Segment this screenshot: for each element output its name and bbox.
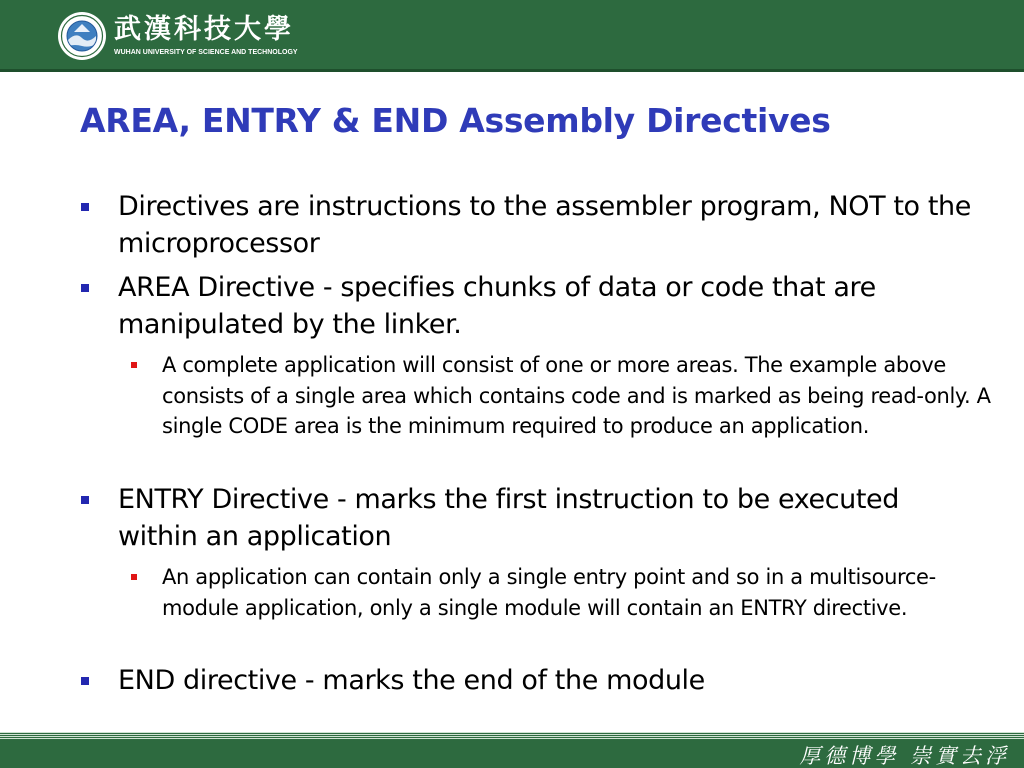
bullet-area-directive bbox=[118, 269, 978, 343]
university-logo bbox=[56, 8, 298, 64]
sub-bullet-entry-detail bbox=[162, 562, 1007, 623]
bullet-square-icon bbox=[81, 496, 89, 504]
bullet-directives bbox=[118, 188, 978, 262]
university-name bbox=[114, 14, 298, 58]
university-emblem-icon bbox=[56, 10, 108, 62]
bullet-text: END directive - marks the end of the module bbox=[118, 665, 705, 696]
bullet-square-icon bbox=[81, 677, 89, 685]
university-motto: 厚德博學 崇實去浮 bbox=[799, 744, 1010, 768]
sub-bullet-area-detail bbox=[162, 350, 1007, 442]
bullet-text: AREA Directive - specifies chunks of data or code that are manipulated by the linker. bbox=[118, 272, 876, 340]
bullet-text: Directives are instructions to the assembler program, NOT to the microprocessor bbox=[118, 191, 971, 259]
bullet-text: ENTRY Directive - marks the first instruction to be executed within an application bbox=[118, 484, 900, 552]
bullet-square-icon bbox=[81, 203, 89, 211]
footer-banner bbox=[0, 732, 1024, 768]
university-name-en: WUHAN UNIVERSITY OF SCIENCE AND TECHNOLOGY bbox=[114, 49, 298, 56]
bullet-entry-directive bbox=[118, 481, 978, 555]
bullet-square-icon bbox=[81, 284, 89, 292]
sub-bullet-text: An application can contain only a single entry point and so in a multisource-module application, only a single module will contain an ENTRY directive. bbox=[162, 565, 936, 620]
sub-bullet-text: A complete application will consist of one or more areas. The example above consists of a single area which contains code and is marked as being read-only. A single CODE area is the minimum required to produce an application. bbox=[162, 353, 991, 438]
sub-bullet-square-icon bbox=[131, 362, 137, 368]
bullet-end-directive bbox=[118, 662, 978, 699]
footer-stripes bbox=[0, 732, 1024, 739]
university-name-cn: 武漢科技大學 bbox=[114, 14, 294, 45]
header-banner bbox=[0, 0, 1024, 72]
sub-bullet-square-icon bbox=[131, 574, 137, 580]
slide-title: AREA, ENTRY & END Assembly Directives bbox=[80, 101, 831, 140]
